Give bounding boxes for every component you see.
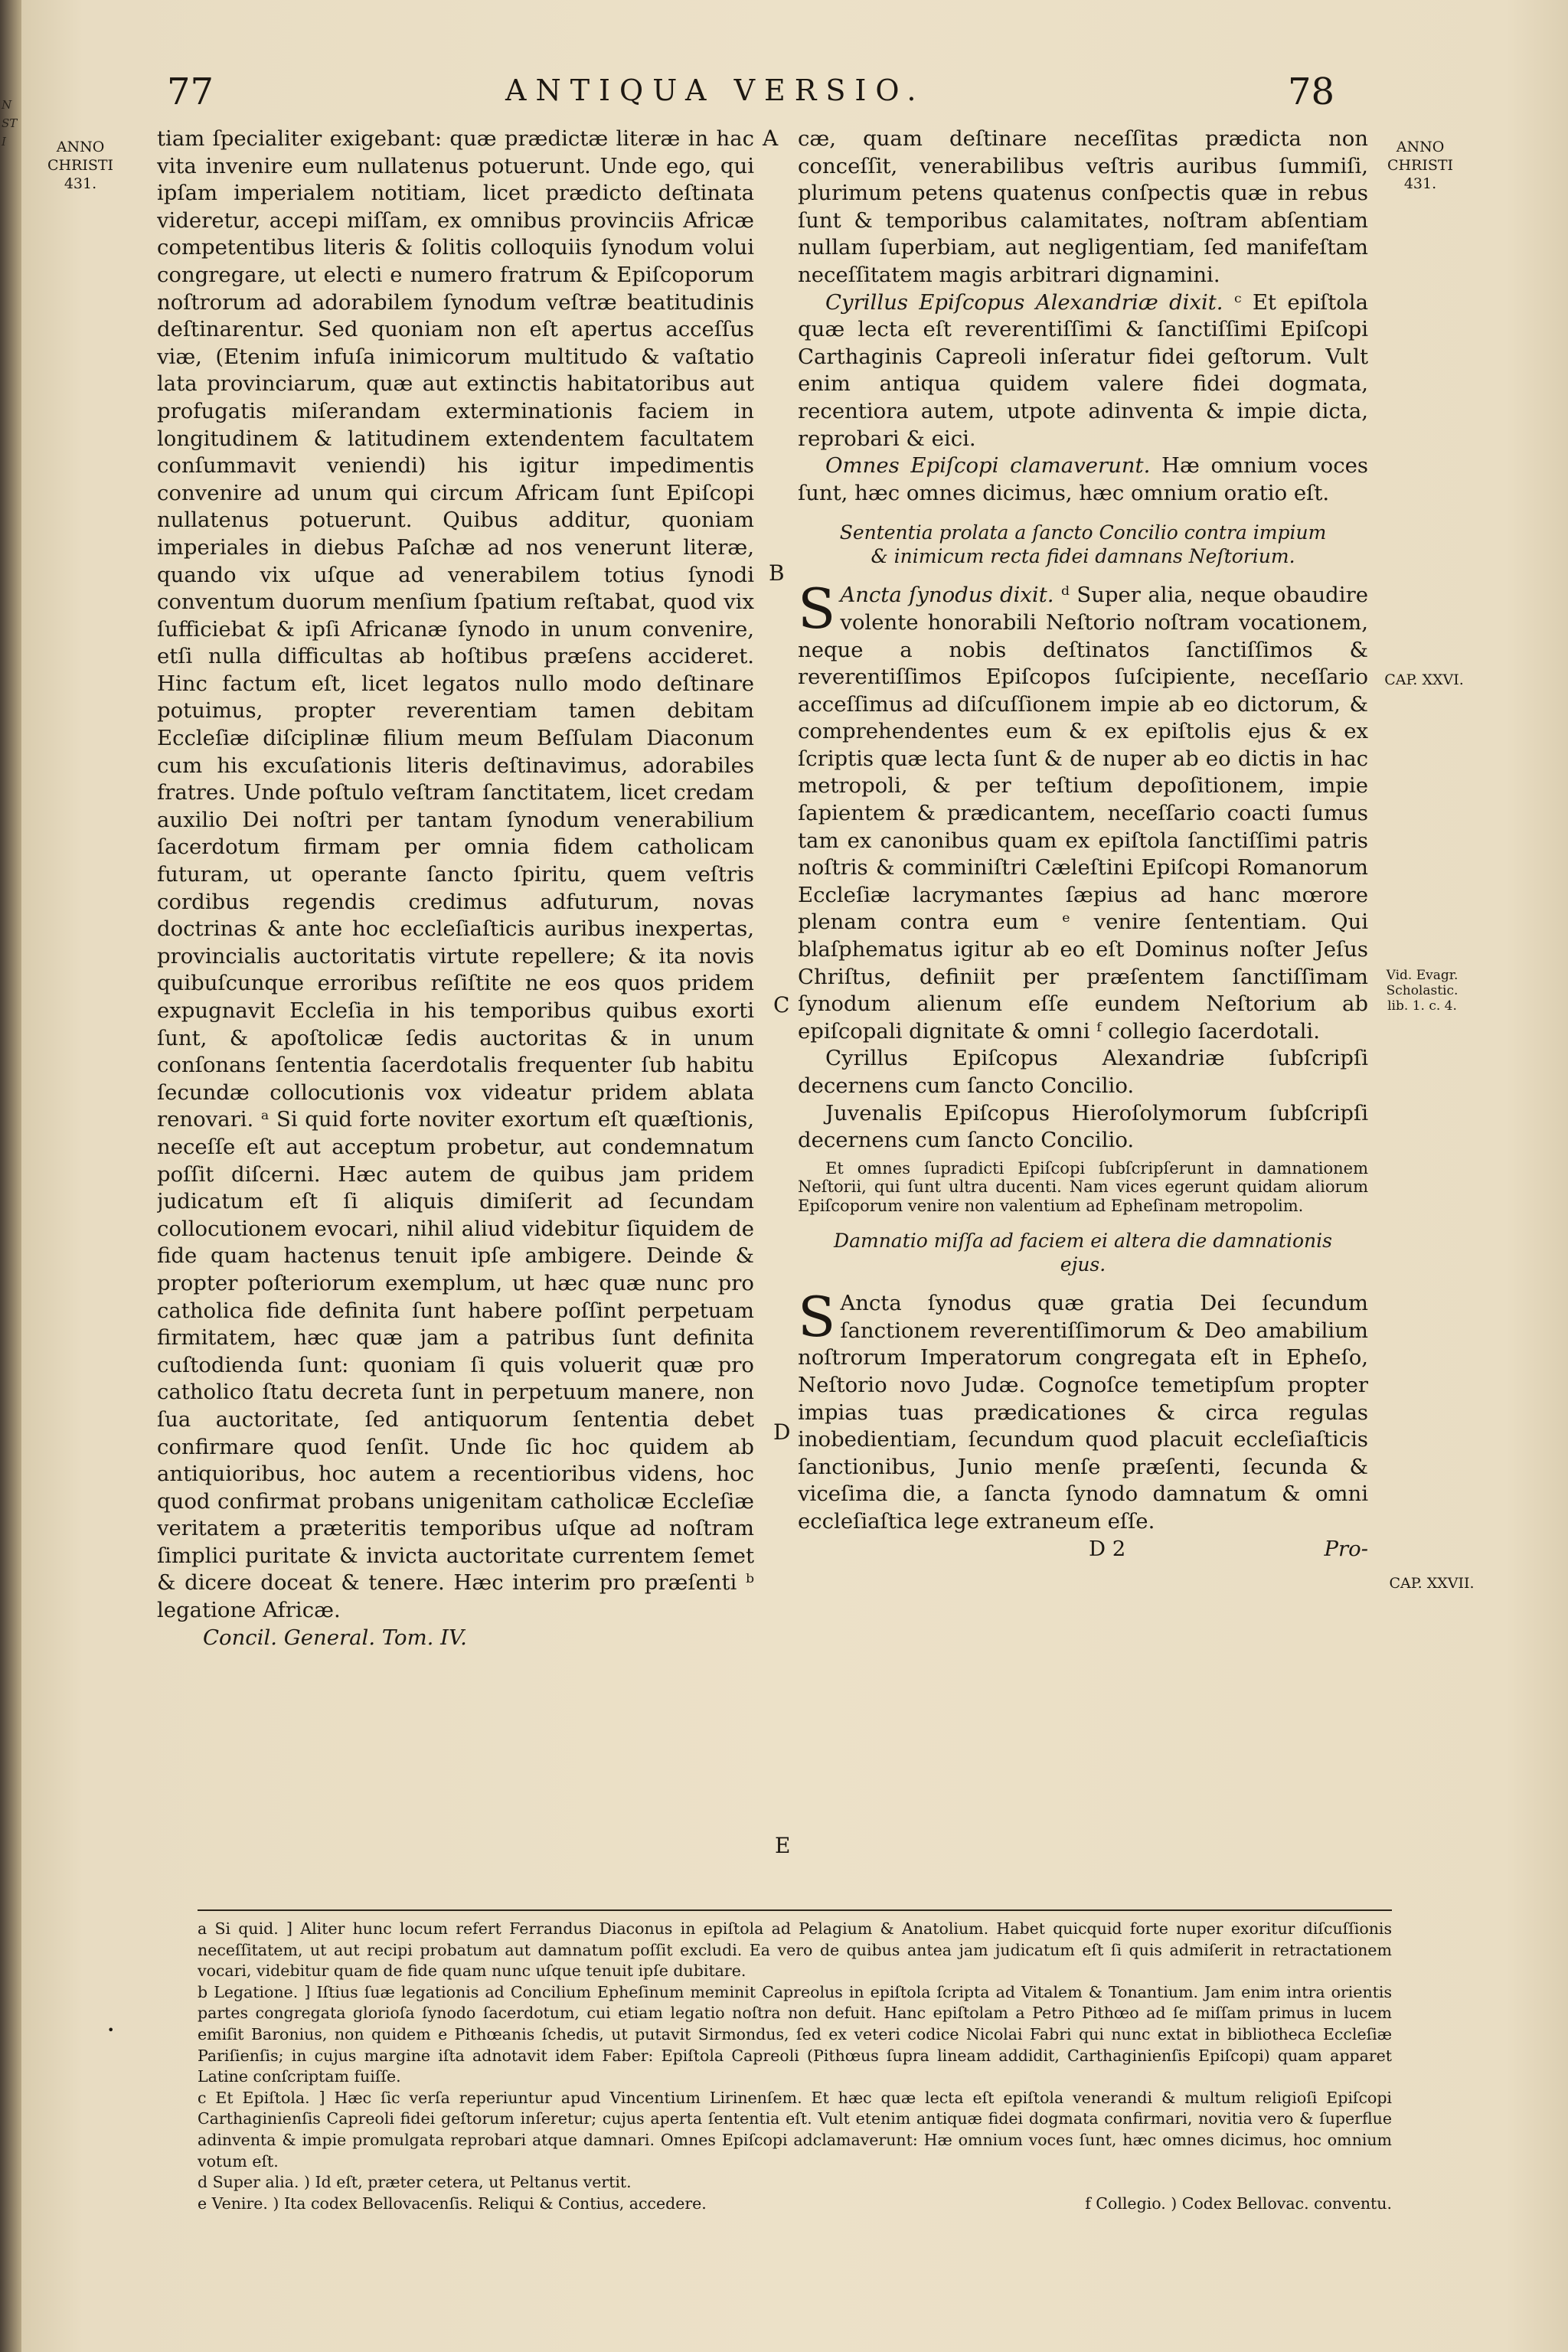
chapter-marker-27: CAP. XXVII. xyxy=(1389,1575,1475,1592)
anno-label: ANNO xyxy=(1396,139,1445,155)
gutter-mark: ST xyxy=(2,116,18,130)
section-letter-d: D xyxy=(773,1419,791,1445)
catchword: Pro- xyxy=(1324,1536,1368,1561)
chapter-marker-26: CAP. XXVI. xyxy=(1384,671,1464,688)
year-label: 431. xyxy=(64,175,97,192)
anno-label: ANNO xyxy=(56,139,105,155)
drop-capital: S xyxy=(798,1285,836,1350)
catchword-line xyxy=(798,1536,1368,1563)
body-paragraph xyxy=(798,289,1368,453)
signature-mark: D 2 xyxy=(1089,1536,1126,1561)
page-number-left: 77 xyxy=(167,70,214,113)
section-letter-e: E xyxy=(775,1833,791,1858)
section-letter-c: C xyxy=(773,992,790,1018)
body-paragraph xyxy=(798,1285,1368,1535)
section-heading: Damnatio miſſa ad faciem ei altera die damnationis ejus. xyxy=(834,1230,1332,1276)
body-paragraph xyxy=(798,452,1368,507)
column-signature-line xyxy=(157,1625,754,1652)
footnote-e: e Venire. ) Ita codex Bellovacenſis. Reliqui & Contius, accedere. xyxy=(198,2194,707,2213)
signature-mark: Concil. General. Tom. IV. xyxy=(203,1625,467,1650)
footnote-d: d Super alia. ) Id eſt, præter cetera, ut Peltanus vertit. xyxy=(198,2173,632,2192)
gutter-mark: N xyxy=(2,98,12,112)
year-label: 431. xyxy=(1403,175,1437,192)
body-paragraph: cæ, quam deſtinare neceſſitas prædicta non conceſſit, venerabilibus veſtris auribus ſummiſi, plurimum petens quatenus conſpectis quæ in rebus ſunt & temporibus calamitates, noſtram abſentiam nullam ſuperbiam, aut negligentiam, ſed manifeſtam neceſſitatem magis arbitrari dignamini. xyxy=(798,126,1368,287)
page-number-right: 78 xyxy=(1288,70,1335,113)
christi-label: CHRISTI xyxy=(1387,157,1454,174)
anno-christi-right xyxy=(1363,138,1478,193)
drop-capital: S xyxy=(798,577,836,642)
speaker-lead: Cyrillus Epiſcopus Alexandriæ dixit. xyxy=(825,289,1223,315)
footnote-rule xyxy=(198,1909,1392,1911)
left-text-column xyxy=(157,126,754,1894)
body-paragraph xyxy=(798,577,1368,1045)
speaker-lead: Omnes Epiſcopi clamaverunt. xyxy=(825,453,1151,479)
anno-christi-left xyxy=(31,138,130,193)
section-letter-b: B xyxy=(769,560,785,586)
footnote-last-line xyxy=(198,2194,1392,2215)
small-print-paragraph: Et omnes ſupradicti Epiſcopi ſubſcripſerunt in damnationem Neſtorii, qui ſunt ultra ducenti. Nam vices egerunt quidam aliorum Epiſcoporum venire non valentium ad Epheſinam metropolim. xyxy=(798,1158,1368,1215)
body-paragraph: Juvenalis Epiſcopus Hieroſolymorum ſubſcripſi decernens cum ſancto Concilio. xyxy=(798,1100,1368,1153)
paragraph-text: ᵈ Super alia, neque obaudire volente honorabili Neſtorio noſtram vocationem, neque a nobis deſtinatos ſanctiſſimos & reverentiſſimos Epiſcopos ſuſcipiente, neceſſario acceſſimus ad diſcuſſionem impie ab eo dictorum, & comprehendentes eum & ex epiſtolis ejus & ex ſcriptis quæ lecta ſunt & de nuper ab eo dictis in hac metropoli, & per teſtium depoſitionem, impie ſapientem & prædicantem, neceſſario coacti ſumus tam ex canonibus quam ex epiſtola ſanctiſſimi patris noſtris & comminiſtri Cæleſtini Epiſcopi Romanorum Eccleſiæ lacrymantes ſæpius ad hanc mœrore plenam contra eum ᵉ venire ſententiam. Qui blaſphematus igitur ab eo eſt Dominus noſter Jeſus Chriſtus, definiit per præſentem ſanctiſſimam ſynodum alienum eſſe eundem Neſtorium ab epiſcopali dignitate & omni ᶠ collegio ſacerdotali. xyxy=(798,583,1368,1044)
cross-reference-note xyxy=(1363,968,1481,1014)
footnote-c: c Et Epiſtola. ] Hæc ſic verſa reperiuntur apud Vincentium Lirinenſem. Et hæc quæ lecta eſt epiſtola venerandi & multum religioſi Epiſcopi Carthaginienſis Capreoli fidei geſtorum inſeretur; cujus aperta ſententia eſt. Vult etenim antiquæ fidei dogmata confirmari, novitia vero & ſuperflue adinventa & impie promulgata reprobari atque damnari. Omnes Epiſcopi adclamaverunt: Hæ omnium voces ſunt, hæc omnes dicimus, hoc omnium votum eſt. xyxy=(198,2088,1392,2171)
xref-line: Vid. Evagr. xyxy=(1386,968,1459,983)
book-gutter xyxy=(0,0,21,2352)
footnotes-block xyxy=(198,1919,1392,2317)
body-paragraph: tiam ſpecialiter exigebant: quæ prædictæ literæ in hac vita invenire eum nullatenus potuerunt. Unde ego, qui ipſam imperialem notitiam, licet prædicto deſtinata videretur, accepi miſſam, ex omnibus provinciis Africæ competentibus literis & ſolitis colloquiis ſynodum volui congregare, ut electi e numero fratrum & Epiſcoporum noſtrorum ad adorabilem ſynodum veſtræ beatitudinis deſtinarentur. Sed quoniam non eſt apertus acceſſus viæ, (Etenim infuſa inimicorum multitudo & vaſtatio lata provinciarum, quæ aut extinctis habitatoribus aut profugatis miſerandam exterminationis faciem in longitudinem & latitudinem extendentem facultatem conſummavit veniendi) his igitur impedimentis convenire ad unum qui circum Africam ſunt Epiſcopi nullatenus potuerunt. Quibus additur, quoniam imperiales in diebus Paſchæ ad nos venerunt literæ, quando vix uſque ad venerabilem totius ſynodi conventum duorum menſium ſpatium reſtabat, quod vix ſufficiebat & ipſi Africanæ ſynodo in unum convenire, etſi nulla difficultas ab hoſtibus præſens accideret. Hinc factum eſt, licet legatos nullo modo deſtinare potuimus, propter reverentiam tamen debitam Eccleſiæ diſciplinæ filium meum Beſſulam Diaconum cum his excuſationis literis deſtinavimus, adorabiles fratres. Unde poſtulo veſtram ſanctitatem, licet credam auxilio Dei noſtri per tantam ſynodum venerabilium ſacerdotum firmam per omnia fidem catholicam futuram, ut operante ſancto ſpiritu, quem veſtris cordibus regendis credimus adfuturum, novas doctrinas & ante hoc eccleſiaſticis auribus inexpertas, provincialis auctoritatis virtute repellere; & ita novis quibuſcunque erroribus reſiſtite ne eos quos pridem expugnavit Eccleſia in his temporibus quibus exorti ſunt, & apoſtolicæ ſedis auctoritas & in unum conſonans ſententia ſacerdotalis frequenter ſub habitu ſecundæ collocutionis vox videatur pridem ablata renovari. ᵃ Si quid forte noviter exortum eſt quæſtionis, neceſſe eſt aut acceptum probetur, aut condemnatum poſſit diſcerni. Hæc autem de quibus jam pridem judicatum eſt ſi aliquis dimiſerit ad ſecundam collocutionem evocari, nihil aliud videbitur ſiquidem de fide quam hactenus tenuit ipſe ambigere. Deinde & propter poſteriorum exemplum, ut hæc quæ nunc pro catholica fide definita ſunt habere poſſint perpetuam firmitatem, hæc quæ jam a patribus ſunt definita cuſtodienda ſunt: quoniam ſi quis voluerit quæ pro catholico ſtatu decreta ſunt in perpetuum manere, non ſua auctoritate, ſed antiquorum ſententia debet confirmare quod ſenſit. Unde ſic hoc quidem ab antiquioribus, hoc autem a recentioribus videns, hoc quod confirmat probans unigenitam catholicæ Eccleſiæ veritatem a præteritis temporibus uſque ad noſtram ſimplici puritate & invicta auctoritate currentem ſemet & dicere doceat & tenere. Hæc interim pro præſenti ᵇ legatione Africæ. xyxy=(157,126,754,1623)
xref-line: Scholastic. xyxy=(1386,983,1459,998)
paragraph-text: Hæ omnium voces ſunt, hæc omnes dicimus, hæc omnium oratio eſt. xyxy=(798,453,1368,505)
right-text-column xyxy=(798,126,1368,1902)
speaker-lead: Ancta ſynodus dixit. xyxy=(840,583,1054,608)
footnote-a: a Si quid. ] Aliter hunc locum refert Ferrandus Diaconus in epiſtola ad Pelagium & Anatolium. Habet quicquid forte nuper exoritur diſcuſſionis neceſſitatem, ut aut recipi probatum aut damnatum poſſit excludi. Ea vero de quibus antea jam judicatum eſt ſi quis admiſerit in retractationem vocari, videbitur quam de fide quam nunc uſque tenuit ipſe dubitare. xyxy=(198,1919,1392,1981)
gutter-mark: I xyxy=(2,135,6,149)
footnote-f: f Collegio. ) Codex Bellovac. conventu. xyxy=(1085,2194,1392,2213)
running-title: ANTIQUA VERSIO. xyxy=(505,74,926,107)
section-heading: Sententia prolata a ſancto Concilio contra impium & inimicum recta fidei damnans Neſtorium. xyxy=(839,521,1327,568)
christi-label: CHRISTI xyxy=(47,157,114,174)
stray-mark: • xyxy=(107,2023,115,2037)
xref-line: lib. 1. c. 4. xyxy=(1387,998,1457,1014)
paragraph-text: Ancta ſynodus quæ gratia Dei ſecundum ſanctionem reverentiſſimorum & Deo amabilium noſtrorum Imperatorum congregata eſt in Epheſo, Neſtorio novo Judæ. Cognoſce temetipſum propter impias tuas prædicationes & circa regulas inobedientiam, ſecundum quod placuit eccleſiaſticis ſanctionibus, Junio menſe præſenti, ſecunda & viceſima die, a ſancta ſynodo damnatum & omni eccleſiaſtica lege extraneum eſſe. xyxy=(798,1291,1368,1534)
footnote-b: b Legatione. ] Iſtius ſuæ legationis ad Concilium Epheſinum meminit Capreolus in epiſtola ſcripta ad Vitalem & Tonantium. Jam enim intra orientis partes congregata glorioſa ſynodo ſacerdotum, cui etiam legatio noſtra non defuit. Hanc epiſtolam a Petro Pithœo ad ſe miſſam primus in lucem emiſit Baronius, non quidem e Pithœanis ſchedis, ut putavit Sirmondus, ſed ex veteri codice Nicolai Fabri qui nunc extat in bibliotheca Eccleſiæ Pariſienſis; in cujus margine iſta adnotavit idem Faber: Epiſtola Capreoli (Pithœus ſupra lineam addidit, Carthaginienſis Epiſcopi) quam apparet Latine conſcriptam fuiſſe. xyxy=(198,1982,1392,2086)
paragraph-text: ᶜ Et epiſtola quæ lecta eſt reverentiſſimi & ſanctiſſimi Epiſcopi Carthaginis Capreoli inſeratur fidei geſtorum. Vult enim antiqua quidem valere fidei dogmata, recentiora autem, utpote adinventa & impie dicta, reprobari & eici. xyxy=(798,289,1368,451)
body-paragraph: Cyrillus Epiſcopus Alexandriæ ſubſcripſi decernens cum ſancto Concilio. xyxy=(798,1046,1368,1098)
section-letter-a: A xyxy=(763,126,779,151)
